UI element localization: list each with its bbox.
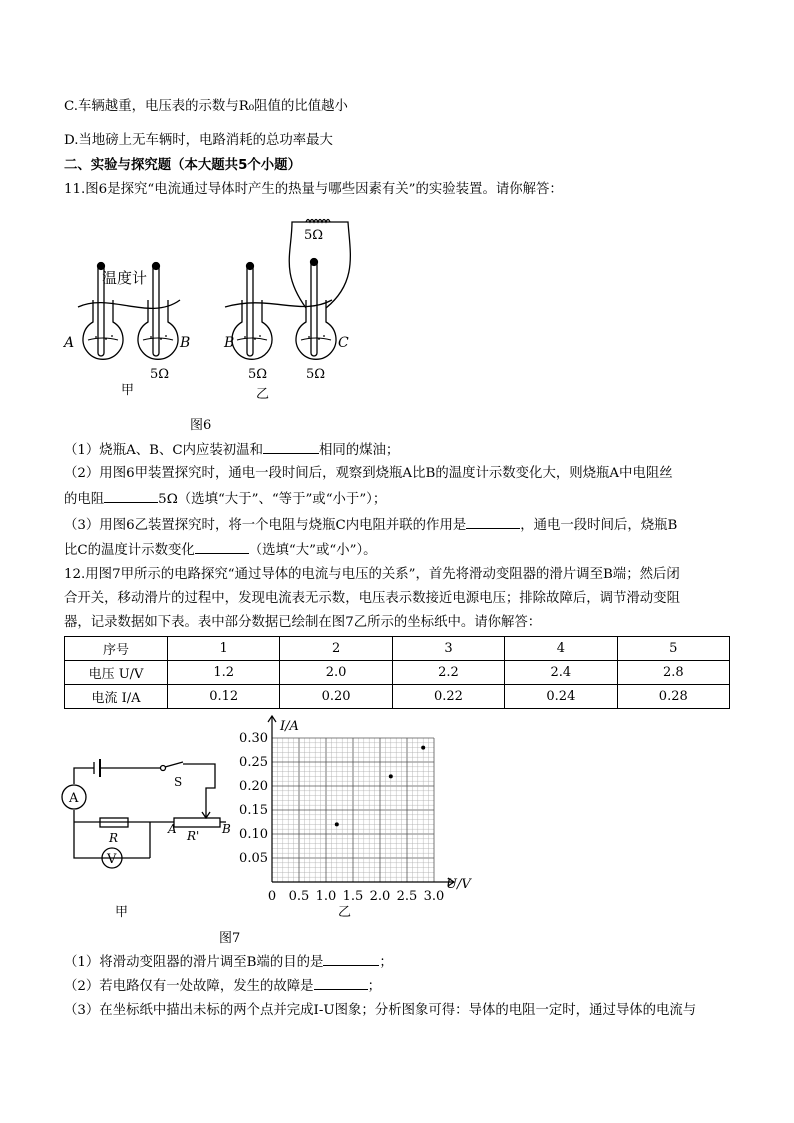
table-header: 电压 U/V <box>65 661 168 685</box>
table-cell: 0.28 <box>617 685 729 709</box>
parallel-resistor-label: 5Ω <box>304 228 324 243</box>
flask-c <box>296 300 336 359</box>
fig6-sub-jia: 甲 <box>121 383 135 398</box>
y-tick-label: 0.20 <box>239 779 268 794</box>
chart-ticks <box>239 731 444 904</box>
table-cell: 0.22 <box>392 685 504 709</box>
q12-part3: （3）在坐标纸中描出未标的两个点并完成I-U图象；分析图象可得：导体的电阻一定时，通过导体的电流与 <box>64 1003 697 1018</box>
figure-6 <box>60 212 380 412</box>
q11-blank-3[interactable] <box>466 514 520 529</box>
resistor-label: R <box>109 831 119 845</box>
resistor-label-b-jia: 5Ω <box>150 367 170 382</box>
y-tick-label: 0.10 <box>239 827 268 842</box>
chart-xlabel: U/V <box>446 877 471 892</box>
label-b-yi: B <box>224 335 235 351</box>
circuit-wire <box>74 764 215 812</box>
fig6-liquid <box>95 335 325 340</box>
table-row-current <box>65 685 730 709</box>
section-title: 二、实验与探究题（本大题共5个小题） <box>64 158 301 173</box>
thermometer-c <box>311 259 318 357</box>
chart-axes <box>268 716 454 886</box>
label-b-jia: B <box>180 335 191 351</box>
label-a: A <box>64 335 75 351</box>
fig6-wire-yi <box>225 300 332 307</box>
q12-stem-3: 器，记录数据如下表。表中部分数据已绘制在图7乙所示的坐标纸中。请你解答： <box>64 615 542 630</box>
q11-stem: 11.图6是探究“电流通过导体时产生的热量与哪些因素有关”的实验装置。请你解答： <box>64 182 563 197</box>
switch-label: S <box>174 775 183 789</box>
iu-chart <box>232 714 502 924</box>
thermometer-b-jia <box>153 263 160 357</box>
x-tick-label: 0 <box>267 889 277 904</box>
q12-stem-1: 12.用图7甲所示的电路探究“通过导体的电流与电压的关系”，首先将滑动变阻器的滑片调至B端；然后闭 <box>64 567 680 582</box>
y-tick-label: 0.15 <box>239 803 268 818</box>
table-cell: 1.2 <box>168 661 280 685</box>
data-point <box>335 822 339 826</box>
y-tick-label: 0.30 <box>239 731 268 746</box>
table-cell: 5 <box>617 637 729 661</box>
option-d: D.当地磅上无车辆时，电路消耗的总功率最大 <box>64 133 333 148</box>
x-tick-label: 3.0 <box>423 889 445 904</box>
q12-stem-2: 合开关，移动滑片的过程中，发现电流表无示数，电压表示数接近电源电压；排除故障后，调节滑动变阻 <box>64 591 680 606</box>
rheostat-icon <box>174 818 220 827</box>
x-tick-label: 1.5 <box>342 889 364 904</box>
x-tick-label: 2.5 <box>396 889 418 904</box>
table-cell: 0.20 <box>280 685 392 709</box>
q11-blank-1[interactable] <box>263 439 319 454</box>
q12-blank-2[interactable] <box>314 975 368 990</box>
q12-part2: （2）若电路仅有一处故障，发生的故障是 ； <box>64 975 734 997</box>
q11-part3b: 比C的温度计示数变化 （选填“大”或“小”）。 <box>64 539 734 561</box>
q11-part2b: 的电阻 5Ω（选填“大于”、“等于”或“小于”）； <box>64 488 734 510</box>
q11-part3a: （3）用图6乙装置探究时，将一个电阻与烧瓶C内电阻并联的作用是 ，通电一段时间后，烧瓶B <box>64 514 734 536</box>
parallel-resistor-coil <box>306 220 330 223</box>
circuit-diagram <box>60 752 240 924</box>
label-c: C <box>338 335 349 351</box>
data-table <box>64 636 730 709</box>
data-point <box>421 746 425 750</box>
fig7-caption: 图7 <box>219 931 241 946</box>
y-tick-label: 0.05 <box>239 851 268 866</box>
thermometer-b-yi <box>247 263 254 357</box>
table-row-voltage <box>65 661 730 685</box>
table-cell: 1 <box>168 637 280 661</box>
circuit-sub-jia: 甲 <box>115 905 129 920</box>
end-b-label: B <box>222 822 231 836</box>
table-cell: 2 <box>280 637 392 661</box>
chart-grid <box>272 738 434 882</box>
table-cell: 2.2 <box>392 661 504 685</box>
table-cell: 2.4 <box>505 661 617 685</box>
q12-blank-1[interactable] <box>323 951 379 966</box>
table-cell: 2.8 <box>617 661 729 685</box>
table-cell: 3 <box>392 637 504 661</box>
q11-blank-2[interactable] <box>104 488 158 503</box>
thermometer-label: 温度计 <box>102 269 148 287</box>
resistor-label-c: 5Ω <box>306 367 326 382</box>
chart-subtitle: 乙 <box>338 905 352 920</box>
table-cell: 2.0 <box>280 661 392 685</box>
q11-part2a: （2）用图6甲装置探究时，通电一段时间后，观察到烧瓶A比B的温度计示数变化大，则烧瓶A中电阻丝 <box>64 466 673 481</box>
table-cell: 4 <box>505 637 617 661</box>
voltmeter-label: V <box>107 852 117 867</box>
q11-part1: （1）烧瓶A、B、C内应装初温和 相同的煤油； <box>64 439 734 461</box>
ammeter-label: A <box>69 791 79 806</box>
x-tick-label: 1.0 <box>315 889 337 904</box>
table-cell: 0.24 <box>505 685 617 709</box>
end-a-label: A <box>168 822 177 836</box>
y-tick-label: 0.25 <box>239 755 268 770</box>
rheostat-label: R' <box>187 829 200 843</box>
q11-blank-4[interactable] <box>195 539 249 554</box>
data-point <box>389 774 393 778</box>
flask-b-jia <box>138 300 178 359</box>
table-cell: 0.12 <box>168 685 280 709</box>
fig6-sub-yi: 乙 <box>256 387 270 402</box>
slider-arrow-icon <box>202 812 210 818</box>
option-c: C.车辆越重，电压表的示数与R₀阻值的比值越小 <box>64 99 348 114</box>
resistor-label-b-yi: 5Ω <box>248 367 268 382</box>
circuit-wire-lower <box>74 810 226 858</box>
table-row-index <box>65 637 730 661</box>
table-header: 序号 <box>65 637 168 661</box>
table-header: 电流 I/A <box>65 685 168 709</box>
fig6-caption: 图6 <box>190 418 212 433</box>
q12-part1: （1）将滑动变阻器的滑片调至B端的目的是 ； <box>64 951 734 973</box>
flask-b-yi <box>232 300 272 359</box>
chart-ylabel: I/A <box>280 719 299 734</box>
switch-icon <box>161 762 184 771</box>
flask-a <box>83 300 123 359</box>
x-tick-label: 0.5 <box>288 889 310 904</box>
x-tick-label: 2.0 <box>369 889 391 904</box>
